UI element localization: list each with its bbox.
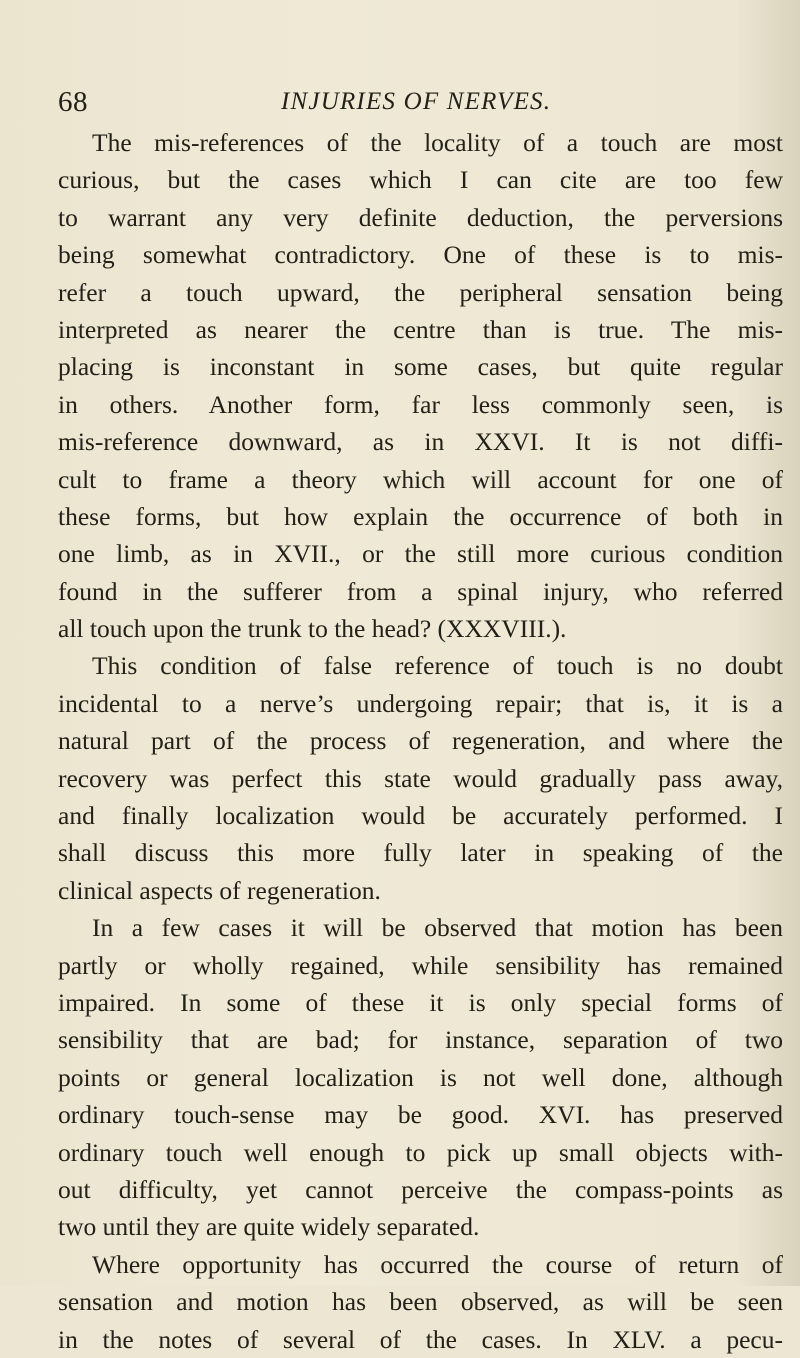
- text-line: ordinary touch-sense may be good. XVI. has preserved: [58, 1100, 783, 1130]
- text-line: being somewhat contradictory. One of these is to mis-: [58, 240, 783, 270]
- text-line: shall discuss this more fully later in speaking of the: [58, 838, 783, 868]
- text-line: and finally localization would be accurately performed. I: [58, 801, 783, 831]
- text-line: mis-reference downward, as in XXVI. It is not diffi-: [58, 427, 783, 457]
- text-line: sensation and motion has been observed, as will be seen: [58, 1287, 783, 1317]
- text-line: to warrant any very definite deduction, the perversions: [58, 202, 783, 232]
- text-line: points or general localization is not well done, although: [58, 1062, 783, 1092]
- text-line: ordinary touch well enough to pick up small objects with-: [58, 1137, 783, 1167]
- text-line: out difficulty, yet cannot perceive the compass-points as: [58, 1174, 783, 1204]
- text-line: placing is inconstant in some cases, but quite regular: [58, 352, 783, 382]
- text-line: refer a touch upward, the peripheral sensation being: [58, 277, 783, 307]
- page-number: 68: [58, 86, 88, 118]
- text-line: In a few cases it will be observed that motion has been: [92, 913, 783, 943]
- running-head: INJURIES OF NERVES.: [281, 88, 552, 115]
- text-line: curious, but the cases which I can cite are too few: [58, 165, 783, 195]
- text-line: recovery was perfect this state would gradually pass away,: [58, 763, 783, 793]
- text-line: one limb, as in XVII., or the still more curious condition: [58, 539, 783, 569]
- text-line: impaired. In some of these it is only special forms of: [58, 987, 783, 1017]
- text-line: This condition of false reference of touch is no doubt: [92, 651, 783, 681]
- text-line: two until they are quite widely separated.: [58, 1212, 480, 1242]
- text-line: Where opportunity has occurred the course of return of: [92, 1249, 783, 1279]
- text-line: incidental to a nerve’s undergoing repair; that is, it is a: [58, 688, 783, 718]
- text-line: clinical aspects of regeneration.: [58, 875, 381, 905]
- body-text: [58, 124, 783, 1358]
- text-line: in others. Another form, far less commonly seen, is: [58, 389, 783, 419]
- text-line: cult to frame a theory which will account for one of: [58, 464, 783, 494]
- text-line: The mis-references of the locality of a touch are most: [92, 128, 783, 157]
- text-line: partly or wholly regained, while sensibility has remained: [58, 950, 783, 980]
- text-line: all touch upon the trunk to the head? (XXXVIII.).: [58, 614, 567, 644]
- text-line: natural part of the process of regeneration, and where the: [58, 726, 783, 756]
- text-line: these forms, but how explain the occurrence of both in: [58, 501, 783, 531]
- page-header: [58, 86, 758, 122]
- text-line: found in the sufferer from a spinal injury, who referred: [58, 576, 783, 606]
- text-line: interpreted as nearer the centre than is true. The mis-: [58, 314, 783, 344]
- text-line: sensibility that are bad; for instance, separation of two: [58, 1025, 783, 1055]
- text-line: in the notes of several of the cases. In XLV. a pecu-: [58, 1324, 783, 1354]
